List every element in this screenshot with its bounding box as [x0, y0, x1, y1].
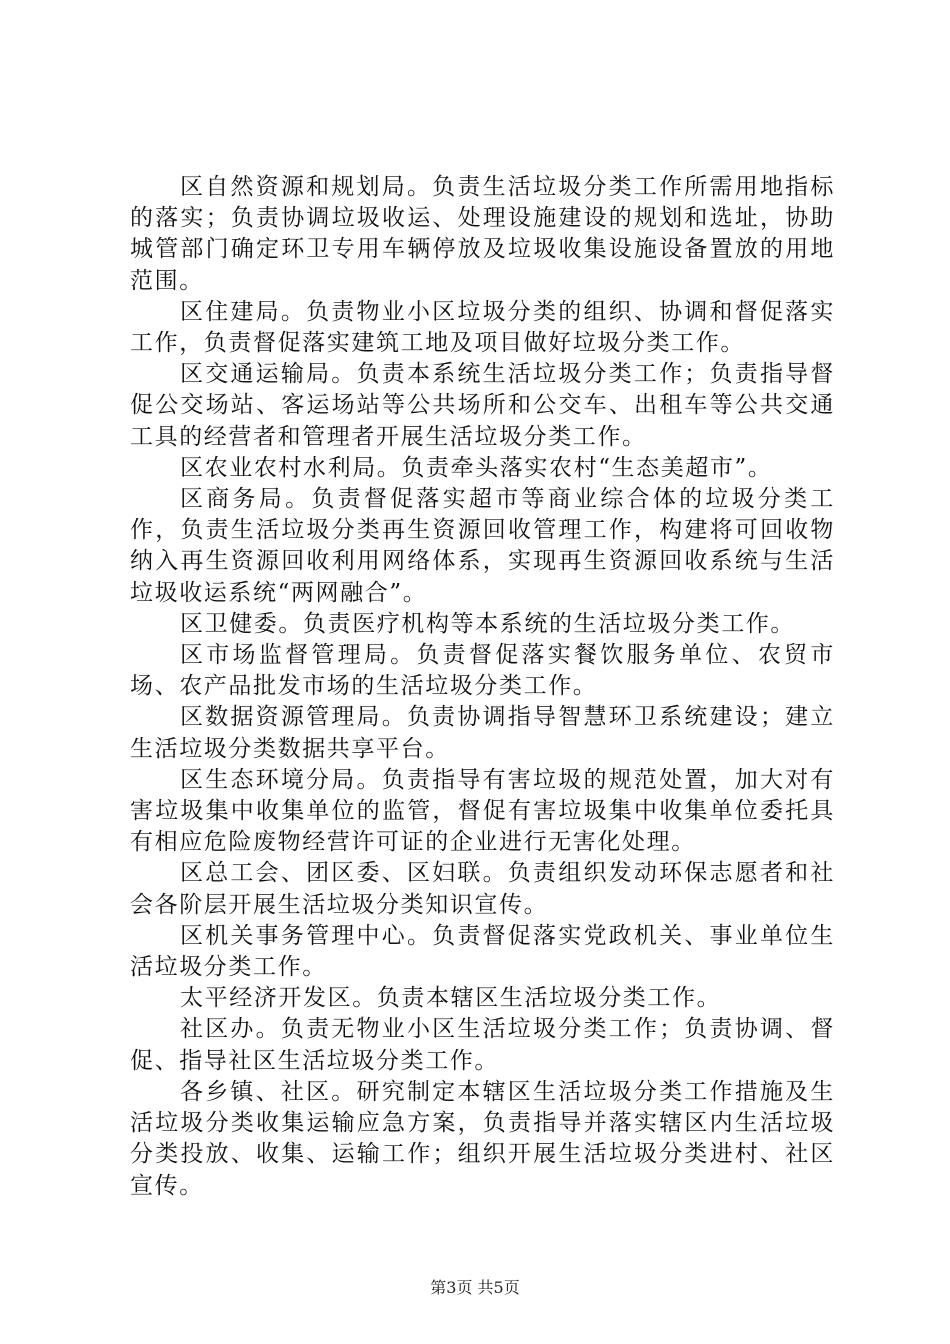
paragraph-transportation: 区交通运输局。负责本系统生活垃圾分类工作；负责指导督促公交场站、客运场站等公共场所和公交车、出租车等公共交通工具的经营者和管理者开展生活垃圾分类工作。 [130, 361, 835, 450]
paragraph-natural-resources: 区自然资源和规划局。负责生活垃圾分类工作所需用地指标的落实；负责协调垃圾收运、处理设施建设的规划和选址，协助城管部门确定环卫专用车辆停放及垃圾收集设施设备置放的用地范围。 [130, 174, 835, 294]
paragraph-ecology-environment: 区生态环境分局。负责指导有害垃圾的规范处置，加大对有害垃圾集中收集单位的监管，督促有害垃圾集中收集单位委托具有相应危险废物经营许可证的企业进行无害化处理。 [130, 766, 835, 856]
page-footer [0, 1278, 950, 1298]
paragraph-housing-construction: 区住建局。负责物业小区垃圾分类的组织、协调和督促落实工作，负责督促落实建筑工地及项目做好垃圾分类工作。 [130, 298, 835, 357]
paragraph-government-affairs: 区机关事务管理中心。负责督促落实党政机关、事业单位生活垃圾分类工作。 [130, 922, 835, 981]
document-body [130, 172, 835, 1202]
paragraph-development-zone: 太平经济开发区。负责本辖区生活垃圾分类工作。 [180, 985, 722, 1012]
paragraph-towns-communities: 各乡镇、社区。研究制定本辖区生活垃圾分类工作措施及生活垃圾分类收集运输应急方案，负责指导并落实辖区内生活垃圾分类投放、收集、运输工作；组织开展生活垃圾分类进村、社区宣传。 [130, 1078, 835, 1199]
page-number: 第3页 共5页 [430, 1278, 520, 1297]
paragraph-community-office: 社区办。负责无物业小区生活垃圾分类工作；负责协调、督促、指导社区生活垃圾分类工作。 [130, 1016, 835, 1074]
paragraph-commerce: 区商务局。负责督促落实超市等商业综合体的垃圾分类工作，负责生活垃圾分类再生资源回收管理工作，构建将可回收物纳入再生资源回收利用网络体系，实现再生资源回收系统与生活垃圾收运系统“两网融合”。 [130, 486, 835, 606]
paragraph-trade-union: 区总工会、团区委、区妇联。负责组织发动环保志愿者和社会各阶层开展生活垃圾分类知识宣传。 [130, 860, 835, 918]
paragraph-market-supervision: 区市场监督管理局。负责督促落实餐饮服务单位、农贸市场、农产品批发市场的生活垃圾分类工作。 [130, 642, 835, 700]
paragraph-data-resources: 区数据资源管理局。负责协调指导智慧环卫系统建设；建立生活垃圾分类数据共享平台。 [130, 704, 835, 762]
paragraph-health-commission: 区卫健委。负责医疗机构等本系统的生活垃圾分类工作。 [180, 610, 795, 637]
paragraph-agriculture: 区农业农村水利局。负责牵头落实农村“生态美超市”。 [180, 454, 773, 481]
